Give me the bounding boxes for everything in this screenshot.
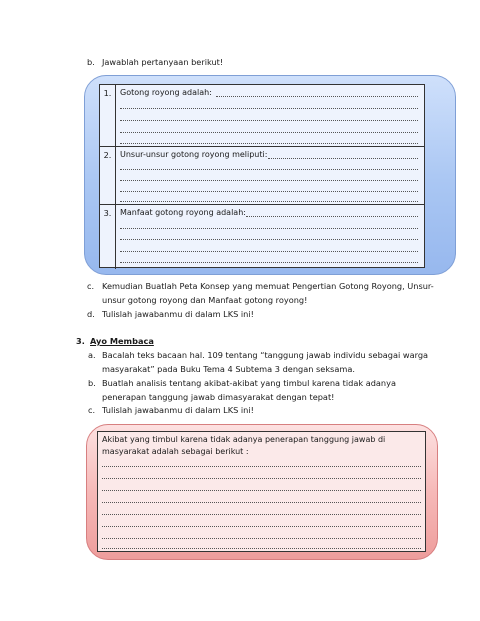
answer-line[interactable]: [102, 513, 421, 515]
section-c-line1: Kemudian Buatlah Peta Konsep yang memuat Pengertian Gotong Royong, Unsur-: [102, 281, 434, 291]
question-number: 3.: [100, 205, 116, 269]
answer-line[interactable]: [102, 547, 421, 549]
question-number: 1.: [100, 85, 116, 146]
answer-line[interactable]: [120, 179, 418, 181]
answer-line[interactable]: [120, 227, 418, 229]
answer-line[interactable]: [102, 537, 421, 539]
answer-prompt-line1: Akibat yang timbul karena tidak adanya penerapan tanggung jawab di: [102, 435, 386, 444]
question-text: Unsur-unsur gotong royong meliputi:: [120, 150, 268, 159]
answer-line[interactable]: [102, 477, 421, 479]
answer-line[interactable]: [120, 238, 418, 240]
part3-item-b-letter: b.: [88, 378, 96, 388]
section-c-letter: c.: [87, 281, 95, 291]
answer-line[interactable]: [120, 168, 418, 170]
answer-line[interactable]: [102, 465, 421, 467]
section-d-text: Tulislah jawabanmu di dalam LKS ini!: [102, 309, 254, 319]
question-table: [99, 84, 425, 268]
part3-item-c-line1: Tulislah jawabanmu di dalam LKS ini!: [102, 405, 254, 415]
answer-box: [97, 431, 426, 552]
part3-number: 3.: [76, 336, 85, 346]
answer-line[interactable]: [102, 525, 421, 527]
answer-line[interactable]: [120, 131, 418, 133]
answer-line[interactable]: [102, 489, 421, 491]
answer-line[interactable]: [120, 107, 418, 109]
answer-line[interactable]: [120, 190, 418, 192]
answer-line[interactable]: [268, 157, 418, 159]
part3-item-b-line1: Buatlah analisis tentang akibat-akibat yang timbul karena tidak adanya: [102, 378, 396, 388]
section-d-letter: d.: [87, 309, 95, 319]
answer-line[interactable]: [120, 119, 418, 121]
part3-item-a-letter: a.: [88, 350, 96, 360]
answer-prompt-line2: masyarakat adalah sebagai berikut :: [102, 447, 249, 456]
part3-item-a-line2: masyarakat” pada Buku Tema 4 Subtema 3 dengan seksama.: [102, 364, 355, 374]
part3-item-c-letter: c.: [88, 405, 96, 415]
question-row-2: [100, 147, 424, 205]
question-row-1: [100, 85, 424, 147]
answer-line[interactable]: [120, 250, 418, 252]
answer-line[interactable]: [246, 215, 418, 217]
question-text: Gotong royong adalah:: [120, 88, 212, 97]
answer-line[interactable]: [102, 501, 421, 503]
answer-line[interactable]: [120, 261, 418, 263]
section-b-text: Jawablah pertanyaan berikut!: [102, 57, 224, 67]
section-c-line2: unsur gotong royong dan Manfaat gotong royong!: [102, 295, 308, 305]
part3-item-a-line1: Bacalah teks bacaan hal. 109 tentang “tanggung jawab individu sebagai warga: [102, 350, 429, 360]
answer-line[interactable]: [120, 200, 418, 202]
answer-line[interactable]: [120, 142, 418, 144]
section-b-letter: b.: [87, 57, 95, 67]
question-number: 2.: [100, 147, 116, 204]
part3-title: Ayo Membaca: [90, 336, 154, 346]
part3-item-b-line2: penerapan tanggung jawab dimasyarakat dengan tepat!: [102, 392, 335, 402]
answer-line[interactable]: [216, 95, 418, 97]
question-text: Manfaat gotong royong adalah:: [120, 208, 246, 217]
question-row-3: [100, 205, 424, 269]
